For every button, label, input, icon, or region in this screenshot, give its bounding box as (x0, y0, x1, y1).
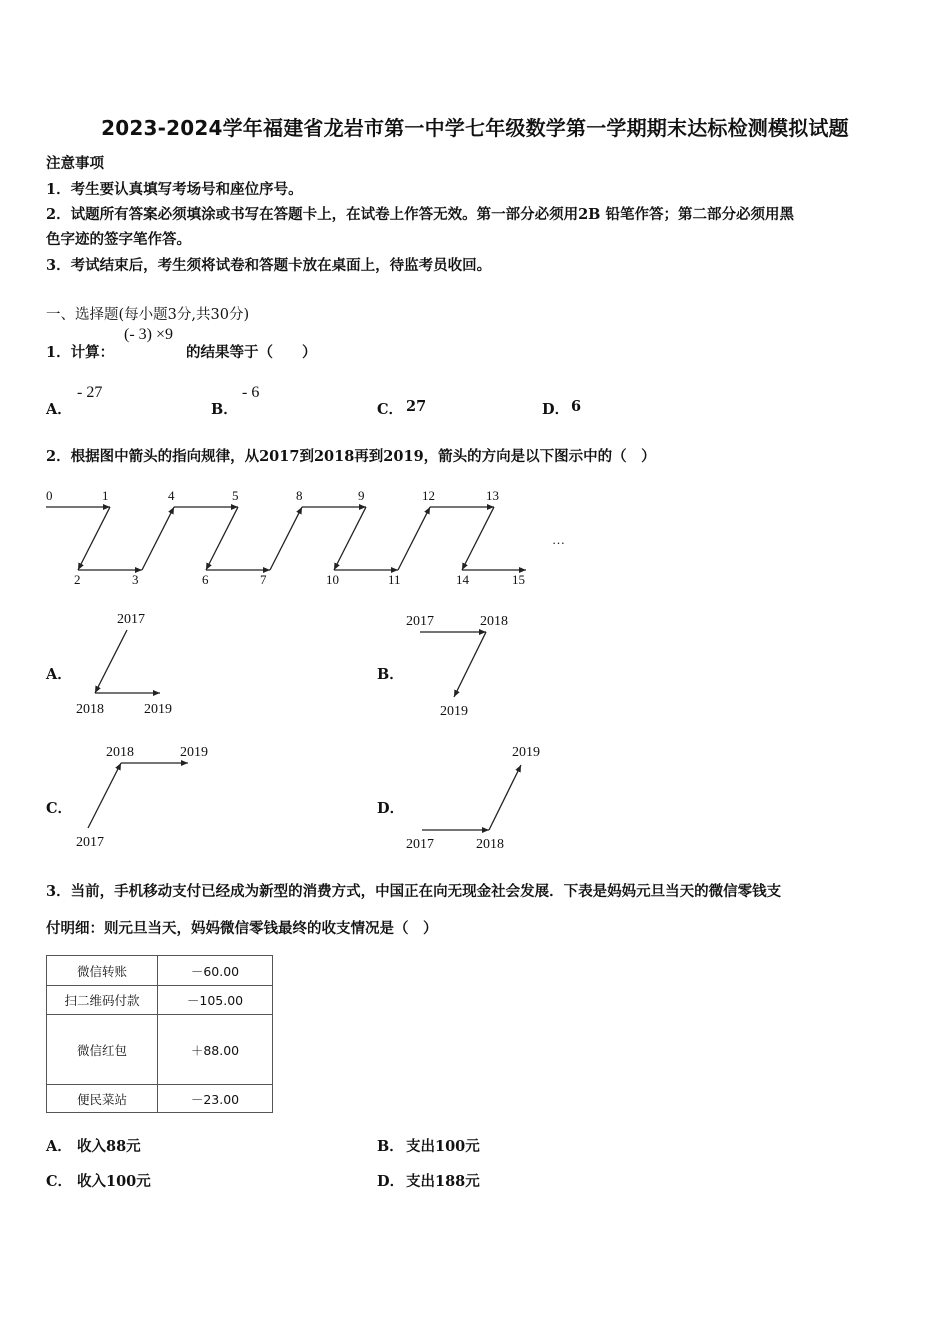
q2-b-n2: 2018 (480, 614, 508, 629)
q2-a-n3: 2019 (144, 702, 172, 717)
pattern-num-top: 12 (422, 488, 435, 503)
wechat-transactions-table (46, 955, 273, 1113)
pattern-ellipsis: … (552, 532, 565, 547)
table-cell-item: 便民菜站 (47, 1085, 158, 1113)
arrow-9-10 (334, 507, 366, 570)
q1-expression: (- 3) ×9 (124, 326, 174, 343)
notice-item-2: 2．试题所有答案必须填涂或书写在答题卡上，在试卷上作答无效。第一部分必须用2B 铅笔作答；第二部分必须用黑 (46, 206, 794, 223)
arrow-11-12 (398, 507, 430, 570)
q3-option-d-label: D． (377, 1173, 405, 1190)
pattern-num-bottom: 7 (260, 572, 267, 587)
table-cell-item: 微信红包 (47, 1015, 158, 1085)
q1-option-a-value: - 27 (77, 384, 103, 401)
notice-heading: 注意事项 (46, 155, 104, 172)
table-cell-item: 微信转账 (47, 956, 158, 986)
table-row (47, 986, 273, 1015)
table-cell-amount: －60.00 (158, 956, 273, 986)
q1-option-b-value: - 6 (242, 384, 260, 401)
q3-option-b-text: 支出100元 (406, 1138, 480, 1155)
q2-c-n2: 2018 (106, 745, 134, 760)
q2-b-n3: 2019 (440, 704, 468, 719)
q2-d-n1: 2017 (406, 837, 434, 852)
q2-text: 2．根据图中箭头的指向规律，从2017到2018再到2019，箭头的方向是以下图示中的（ ） (46, 448, 656, 465)
q3-text-line1: 3．当前，手机移动支付已经成为新型的消费方式，中国正在向无现金社会发展．下表是妈妈元旦当天的微信零钱支 (46, 883, 782, 900)
section-heading: 一、选择题(每小题3分,共30分) (46, 307, 250, 323)
arrow-13-14 (462, 507, 494, 570)
pattern-num-bottom: 2 (74, 572, 81, 587)
pattern-num-top: 13 (486, 488, 499, 503)
table-row (47, 1015, 273, 1085)
table-row (47, 956, 273, 986)
table-row (47, 1085, 273, 1113)
q3-text-line2: 付明细：则元旦当天，妈妈微信零钱最终的收支情况是（ ） (46, 920, 438, 937)
pattern-num-top: 1 (102, 488, 109, 503)
table-cell-amount: ＋88.00 (158, 1015, 273, 1085)
table-cell-item: 扫二维码付款 (47, 986, 158, 1015)
arrow-pattern-diagram (0, 480, 600, 590)
arrow-1-2 (78, 507, 110, 570)
arrow-5-6 (206, 507, 238, 570)
pattern-num-bottom: 14 (456, 572, 469, 587)
q1-option-d-value: 6 (571, 398, 582, 415)
pattern-num-bottom: 11 (388, 572, 401, 587)
q3-option-d-text: 支出188元 (406, 1173, 480, 1190)
table-cell-amount: －23.00 (158, 1085, 273, 1113)
q1-prefix: 1．计算： (46, 344, 115, 361)
q3-option-a-text: 收入88元 (77, 1138, 141, 1155)
q2-option-a-diagram (70, 605, 200, 720)
pattern-num-top: 9 (358, 488, 365, 503)
q3-option-b-label: B． (377, 1138, 404, 1155)
pattern-num-top: 0 (46, 488, 53, 503)
q1-option-d-label: D． (542, 401, 570, 418)
q2-a-n2: 2018 (76, 702, 104, 717)
q2-c-n1: 2017 (76, 835, 104, 850)
arrow-7-8 (270, 507, 302, 570)
q2-option-d-diagram (400, 738, 570, 853)
pattern-num-bottom: 15 (512, 572, 525, 587)
q3-option-c-label: C． (46, 1173, 73, 1190)
pattern-num-top: 4 (168, 488, 175, 503)
notice-item-2-cont: 色字迹的签字笔作答。 (46, 231, 191, 248)
q2-d-n2: 2018 (476, 837, 504, 852)
q2-option-c-diagram (70, 738, 230, 853)
notice-item-3: 3．考试结束后，考生须将试卷和答题卡放在桌面上，待监考员收回。 (46, 257, 492, 274)
q3-option-a-label: A． (46, 1138, 72, 1155)
q2-b-n1: 2017 (406, 614, 434, 629)
q2-a-n1: 2017 (117, 612, 145, 627)
pattern-num-top: 8 (296, 488, 303, 503)
q2-d-n3: 2019 (512, 745, 540, 760)
pattern-num-bottom: 6 (202, 572, 209, 587)
q2-option-a-label: A． (46, 666, 72, 683)
q2-option-c-label: C． (46, 800, 73, 817)
pattern-num-bottom: 10 (326, 572, 339, 587)
q3-option-c-text: 收入100元 (77, 1173, 151, 1190)
pattern-num-top: 5 (232, 488, 239, 503)
notice-item-1: 1．考生要认真填写考场号和座位序号。 (46, 181, 303, 198)
q1-option-a-label: A． (46, 401, 72, 418)
page-title: 2023-2024学年福建省龙岩市第一中学七年级数学第一学期期末达标检测模拟试题 (101, 116, 849, 140)
q1-option-b-label: B． (211, 401, 238, 418)
q1-suffix: 的结果等于（ ） (186, 344, 317, 361)
q2-option-d-label: D． (377, 800, 405, 817)
table-cell-amount: －105.00 (158, 986, 273, 1015)
q2-option-b-label: B． (377, 666, 404, 683)
q2-option-b-diagram (400, 605, 530, 720)
pattern-num-bottom: 3 (132, 572, 139, 587)
arrow-3-4 (142, 507, 174, 570)
q1-option-c-value: 27 (406, 398, 427, 415)
q2-c-n3: 2019 (180, 745, 208, 760)
q1-option-c-label: C． (377, 401, 404, 418)
